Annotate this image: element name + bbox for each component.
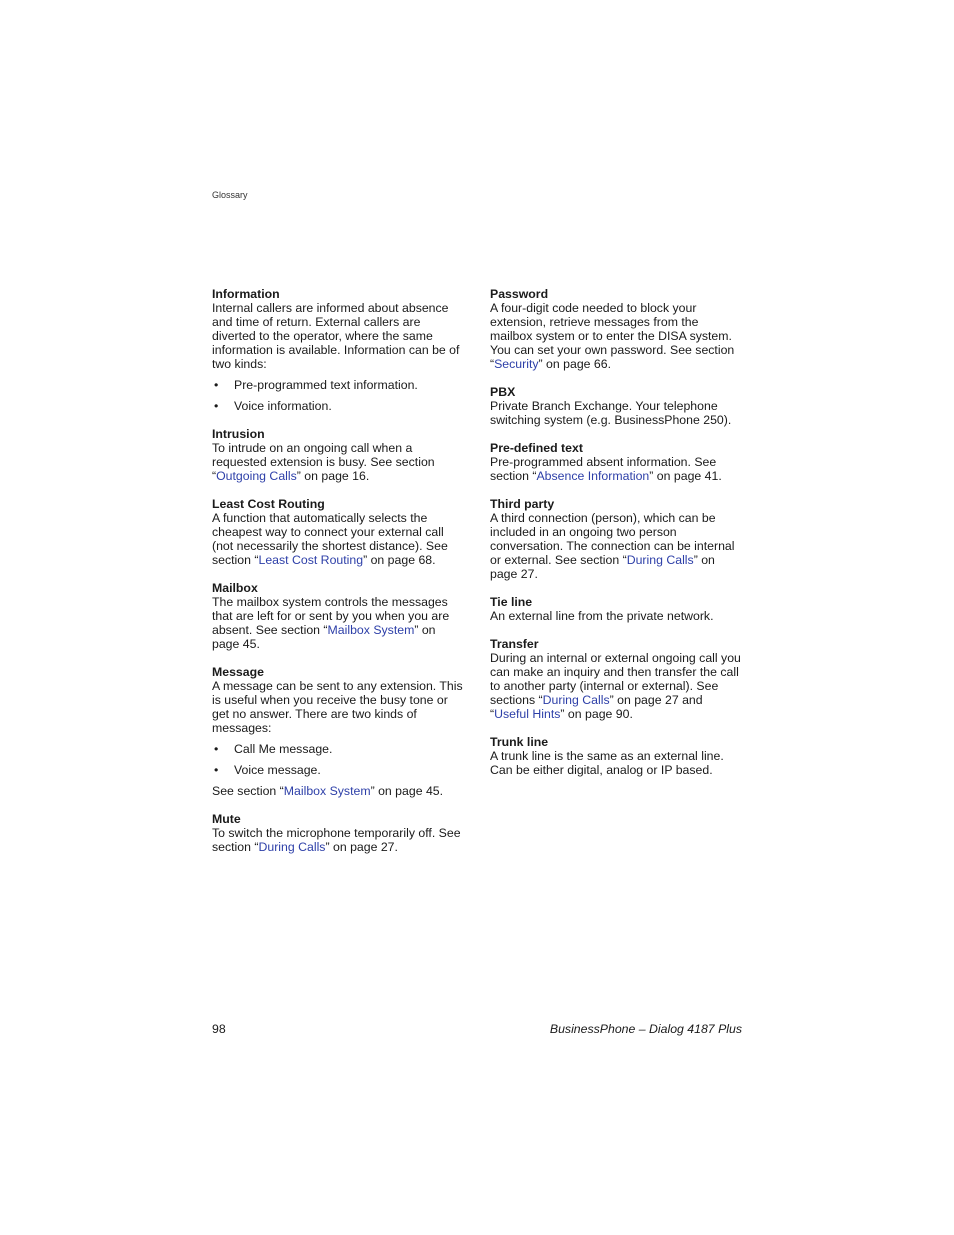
- definition-text: A message can be sent to any extension. This is useful when you receive the busy tone or get no answer. There are two kinds of messages:: [212, 679, 463, 735]
- definition-text-pre: The mailbox system controls the messages that are left for or sent by you when you are absent. See section “: [212, 595, 450, 637]
- definition-text-post: ” on page 66.: [538, 357, 612, 371]
- definition-text-post: ” on page 68.: [363, 553, 436, 567]
- glossary-column-left: [212, 287, 464, 868]
- definition-text: [212, 441, 464, 483]
- cross-reference-link[interactable]: Mailbox System: [283, 784, 371, 798]
- definition-text: A trunk line is the same as an external line. Can be either digital, analog or IP based.: [490, 749, 724, 777]
- definition-text-post: ” on page 45.: [370, 784, 444, 798]
- definition-text: [212, 826, 464, 854]
- entry-trunk-line: [490, 735, 742, 777]
- term-heading: Tie line: [490, 595, 533, 609]
- cross-reference-link[interactable]: Useful Hints: [494, 707, 561, 721]
- definition-text-pre: To switch the microphone temporarily off. See section “: [212, 826, 461, 854]
- bullet-list: [212, 378, 464, 413]
- definition-text: An external line from the private network.: [490, 609, 714, 623]
- entry-least-cost-routing: [212, 497, 464, 567]
- list-item: • Pre-programmed text information.: [212, 378, 464, 392]
- running-header: Glossary: [212, 190, 248, 200]
- definition-text-post: ” on page 27.: [490, 553, 715, 581]
- term-heading: Mute: [212, 812, 241, 826]
- definition-text: [490, 455, 742, 483]
- entry-transfer: [490, 637, 742, 721]
- definition-text-post: ” on page 16.: [296, 469, 370, 483]
- entry-password: [490, 287, 742, 371]
- entry-mute: [212, 812, 464, 854]
- definition-text-pre: A function that automatically selects the cheapest way to connect your external call (not necessarily the shortest distance). See section “: [212, 511, 448, 567]
- definition-text-pre: A four-digit code needed to block your extension, retrieve messages from the mailbox system or to enter the DISA system. You can set your own password. See section “: [490, 301, 735, 371]
- entry-third-party: [490, 497, 742, 581]
- footer-document-title: BusinessPhone – Dialog 4187 Plus: [549, 1022, 742, 1036]
- definition-text-pre: During an internal or external ongoing call you can make an inquiry and then transfer the call to another party (internal or external). See sections “: [490, 651, 741, 707]
- page-number: 98: [212, 1022, 226, 1036]
- definition-text-post: ” on page 45.: [212, 623, 436, 651]
- cross-reference-link[interactable]: During Calls: [542, 693, 610, 707]
- definition-text: [212, 595, 464, 651]
- see-also-text: [212, 784, 464, 798]
- definition-text-post: ” on page 41.: [649, 469, 722, 483]
- bullet-list: [212, 742, 464, 777]
- definition-text: [212, 511, 464, 567]
- term-heading: Mailbox: [212, 581, 258, 595]
- definition-text-mid: ” on page 27 and “: [490, 693, 703, 721]
- term-heading: Least Cost Routing: [212, 497, 325, 511]
- definition-text-pre: To intrude on an ongoing call when a requested extension is busy. See section “: [212, 441, 435, 483]
- definition-text-pre: A third connection (person), which can be included in an ongoing two person conversation. The connection can be internal or external. See section “: [490, 511, 735, 567]
- definition-text-post: ” on page 90.: [560, 707, 633, 721]
- entry-intrusion: [212, 427, 464, 483]
- term-heading: PBX: [490, 385, 516, 399]
- term-heading: Password: [490, 287, 549, 301]
- cross-reference-link[interactable]: Outgoing Calls: [216, 469, 297, 483]
- list-item: • Voice information.: [212, 399, 464, 413]
- glossary-column-right: [490, 287, 742, 791]
- definition-text: Private Branch Exchange. Your telephone switching system (e.g. BusinessPhone 250).: [490, 399, 732, 427]
- cross-reference-link[interactable]: During Calls: [626, 553, 694, 567]
- term-heading: Pre-defined text: [490, 441, 583, 455]
- definition-text: [490, 651, 742, 721]
- entry-pre-defined-text: [490, 441, 742, 483]
- definition-text-post: ” on page 27.: [325, 840, 398, 854]
- cross-reference-link[interactable]: Absence Information: [536, 469, 650, 483]
- entry-information: [212, 287, 464, 413]
- cross-reference-link[interactable]: Mailbox System: [327, 623, 415, 637]
- list-item: • Call Me message.: [212, 742, 464, 756]
- entry-tie-line: [490, 595, 742, 623]
- term-heading: Trunk line: [490, 735, 549, 749]
- definition-text: [490, 511, 742, 581]
- term-heading: Message: [212, 665, 264, 679]
- list-item: • Voice message.: [212, 763, 464, 777]
- cross-reference-link[interactable]: Least Cost Routing: [258, 553, 364, 567]
- definition-text-pre: Pre-programmed absent information. See section “: [490, 455, 717, 483]
- definition-text: Internal callers are informed about absence and time of return. External callers are diverted to the operator, where the same information is available. Information can be of two kinds:: [212, 301, 460, 371]
- term-heading: Third party: [490, 497, 555, 511]
- entry-message: [212, 665, 464, 798]
- term-heading: Intrusion: [212, 427, 265, 441]
- cross-reference-link[interactable]: During Calls: [258, 840, 326, 854]
- term-heading: Transfer: [490, 637, 539, 651]
- definition-text: [490, 301, 742, 371]
- cross-reference-link[interactable]: Security: [494, 357, 539, 371]
- entry-mailbox: [212, 581, 464, 651]
- term-heading: Information: [212, 287, 280, 301]
- definition-text-pre: See section “: [212, 784, 284, 798]
- entry-pbx: [490, 385, 742, 427]
